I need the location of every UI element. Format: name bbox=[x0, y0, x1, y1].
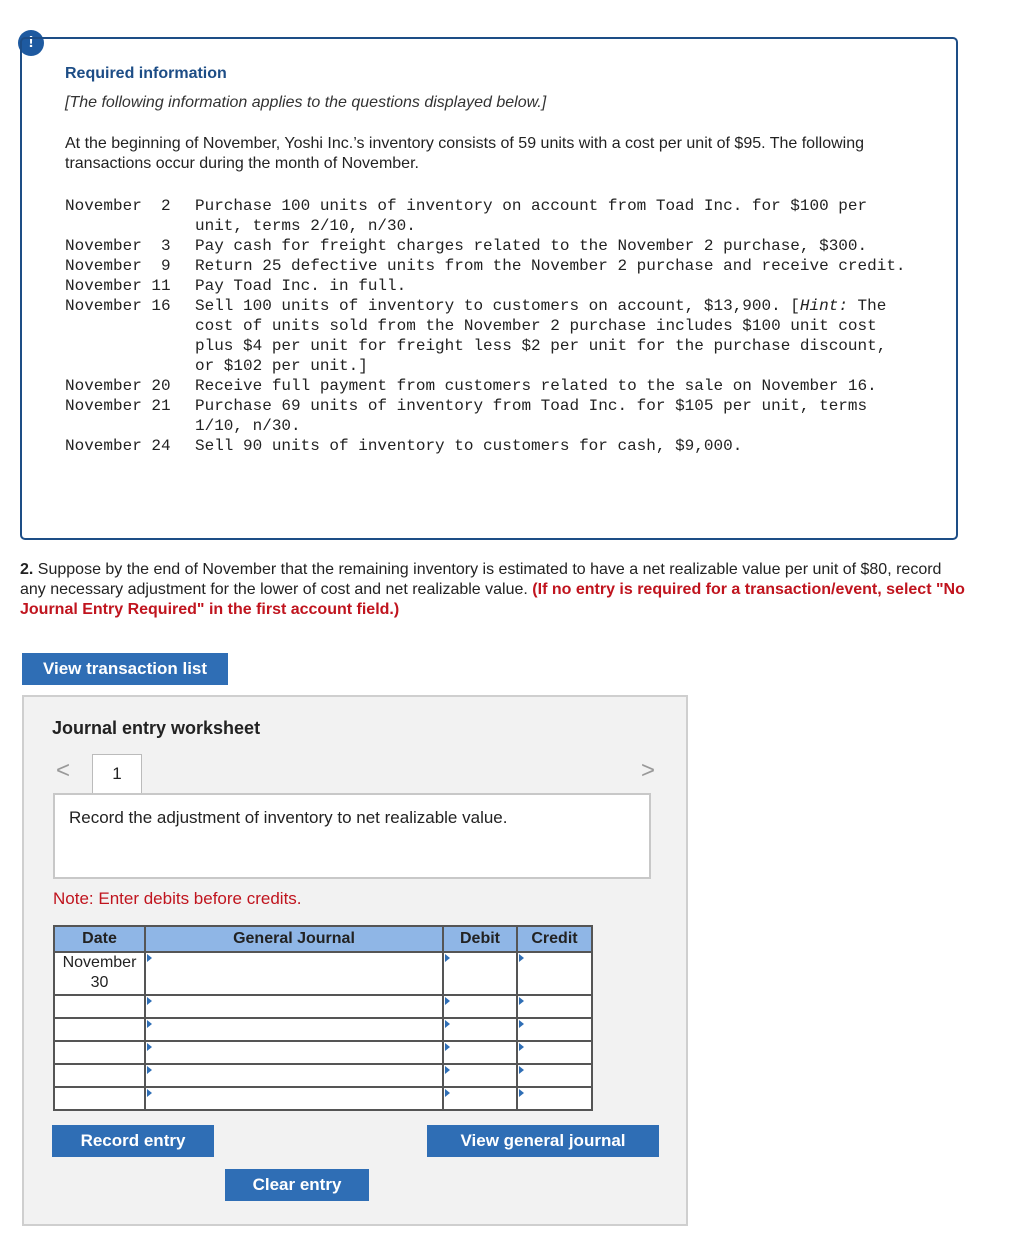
credit-field[interactable] bbox=[517, 952, 592, 995]
credit-field[interactable] bbox=[517, 1041, 592, 1064]
view-general-journal-button[interactable]: View general journal bbox=[427, 1125, 659, 1157]
transaction-description: Receive full payment from customers related to the sale on November 16. bbox=[195, 377, 877, 395]
question-number: 2. bbox=[20, 561, 34, 578]
transaction-row bbox=[65, 236, 945, 256]
transaction-row bbox=[65, 376, 945, 396]
debit-field[interactable] bbox=[443, 995, 517, 1018]
transaction-row bbox=[65, 256, 945, 276]
transaction-description: Pay cash for freight charges related to the November 2 purchase, $300. bbox=[195, 237, 868, 255]
transaction-description: Purchase 69 units of inventory from Toad Inc. for $105 per unit, terms 1/10, n/30. bbox=[195, 397, 868, 435]
question-prompt bbox=[20, 560, 970, 620]
date-column-header: Date bbox=[54, 926, 145, 952]
transaction-description: Purchase 100 units of inventory on account from Toad Inc. for $100 per unit, terms 2/10, n/30. bbox=[195, 197, 868, 235]
alert-icon: ! bbox=[18, 30, 44, 56]
transaction-date: November 2 bbox=[65, 197, 171, 215]
transaction-description: Pay Toad Inc. in full. bbox=[195, 277, 407, 295]
transaction-date: November 21 bbox=[65, 397, 171, 415]
transaction-row bbox=[65, 276, 945, 296]
transaction-row bbox=[65, 296, 945, 376]
debit-field[interactable] bbox=[443, 1064, 517, 1087]
next-arrow-icon[interactable]: > bbox=[641, 757, 656, 784]
table-row bbox=[54, 995, 592, 1018]
transaction-date: November 3 bbox=[65, 237, 171, 255]
transaction-date: November 11 bbox=[65, 277, 171, 295]
hint-label: Hint: bbox=[799, 297, 848, 315]
table-row bbox=[54, 1041, 592, 1064]
table-row bbox=[54, 952, 592, 995]
table-row bbox=[54, 1087, 592, 1110]
date-cell bbox=[54, 1087, 145, 1110]
info-title: Required information bbox=[65, 65, 227, 82]
transaction-description: Return 25 defective units from the November 2 purchase and receive credit. bbox=[195, 257, 906, 275]
journal-entry-worksheet bbox=[22, 695, 688, 1226]
journal-table bbox=[53, 925, 593, 1111]
transaction-row bbox=[65, 436, 945, 456]
required-information-panel bbox=[20, 37, 958, 540]
transaction-list bbox=[65, 196, 945, 456]
worksheet-note: Note: Enter debits before credits. bbox=[53, 889, 302, 908]
credit-field[interactable] bbox=[517, 995, 592, 1018]
general-journal-column-header: General Journal bbox=[145, 926, 443, 952]
debit-field[interactable] bbox=[443, 1041, 517, 1064]
account-field[interactable] bbox=[145, 1018, 443, 1041]
transaction-date: November 20 bbox=[65, 377, 171, 395]
account-field[interactable] bbox=[145, 1064, 443, 1087]
info-note: [The following information applies to the questions displayed below.] bbox=[65, 94, 547, 111]
transaction-date: November 16 bbox=[65, 297, 171, 315]
account-field[interactable] bbox=[145, 995, 443, 1018]
credit-field[interactable] bbox=[517, 1064, 592, 1087]
account-field[interactable] bbox=[145, 1041, 443, 1064]
date-cell bbox=[54, 1018, 145, 1041]
transaction-text: Sell 100 units of inventory to customers on account, $13,900. bbox=[195, 297, 781, 315]
tab-1[interactable]: 1 bbox=[92, 754, 142, 795]
debit-field[interactable] bbox=[443, 952, 517, 995]
transaction-row bbox=[65, 196, 945, 236]
view-transaction-list-button[interactable]: View transaction list bbox=[22, 653, 228, 685]
transaction-description: Sell 90 units of inventory to customers for cash, $9,000. bbox=[195, 437, 743, 455]
hint-text: The cost of units sold from the November 2 purchase includes $100 unit cost plus $4 per unit for freight less $2 per unit for the purchase discount, or $102 per unit. bbox=[195, 297, 887, 375]
clear-entry-button[interactable]: Clear entry bbox=[225, 1169, 369, 1201]
question-text: Suppose by the end of November that the remaining inventory is estimated to have a net realizable value per unit of $80, record any necessary adjustment for the lower of cost and net realizable value. bbox=[20, 561, 942, 598]
date-cell bbox=[54, 1041, 145, 1064]
debit-field[interactable] bbox=[443, 1087, 517, 1110]
transaction-row bbox=[65, 396, 945, 436]
table-row bbox=[54, 1018, 592, 1041]
prev-arrow-icon[interactable]: < bbox=[56, 757, 71, 784]
credit-field[interactable] bbox=[517, 1087, 592, 1110]
transaction-description: Sell 100 units of inventory to customers on account, $13,900. [Hint: The cost of units sold from the November 2 purchase includes $100 unit cost plus $4 per unit for freight less $2 per unit for the purchase discount, or $102 per unit.] bbox=[195, 297, 887, 375]
debit-column-header: Debit bbox=[443, 926, 517, 952]
date-cell bbox=[54, 1064, 145, 1087]
account-field[interactable] bbox=[145, 1087, 443, 1110]
transaction-date: November 24 bbox=[65, 437, 171, 455]
date-cell bbox=[54, 995, 145, 1018]
date-cell: November 30 bbox=[54, 952, 145, 995]
question-instruction: (If no entry is required for a transaction/event, select "No Journal Entry Required" in the first account field.) bbox=[20, 581, 965, 618]
worksheet-title: Journal entry worksheet bbox=[52, 718, 261, 738]
info-intro: At the beginning of November, Yoshi Inc.’s inventory consists of 59 units with a cost per unit of $95. The following transactions occur during the month of November. bbox=[65, 135, 864, 172]
table-row bbox=[54, 1064, 592, 1087]
transaction-date: November 9 bbox=[65, 257, 171, 275]
credit-field[interactable] bbox=[517, 1018, 592, 1041]
account-field[interactable] bbox=[145, 952, 443, 995]
record-entry-button[interactable]: Record entry bbox=[52, 1125, 214, 1157]
task-text: Record the adjustment of inventory to net realizable value. bbox=[69, 808, 508, 827]
credit-column-header: Credit bbox=[517, 926, 592, 952]
task-description-box bbox=[53, 793, 651, 879]
debit-field[interactable] bbox=[443, 1018, 517, 1041]
